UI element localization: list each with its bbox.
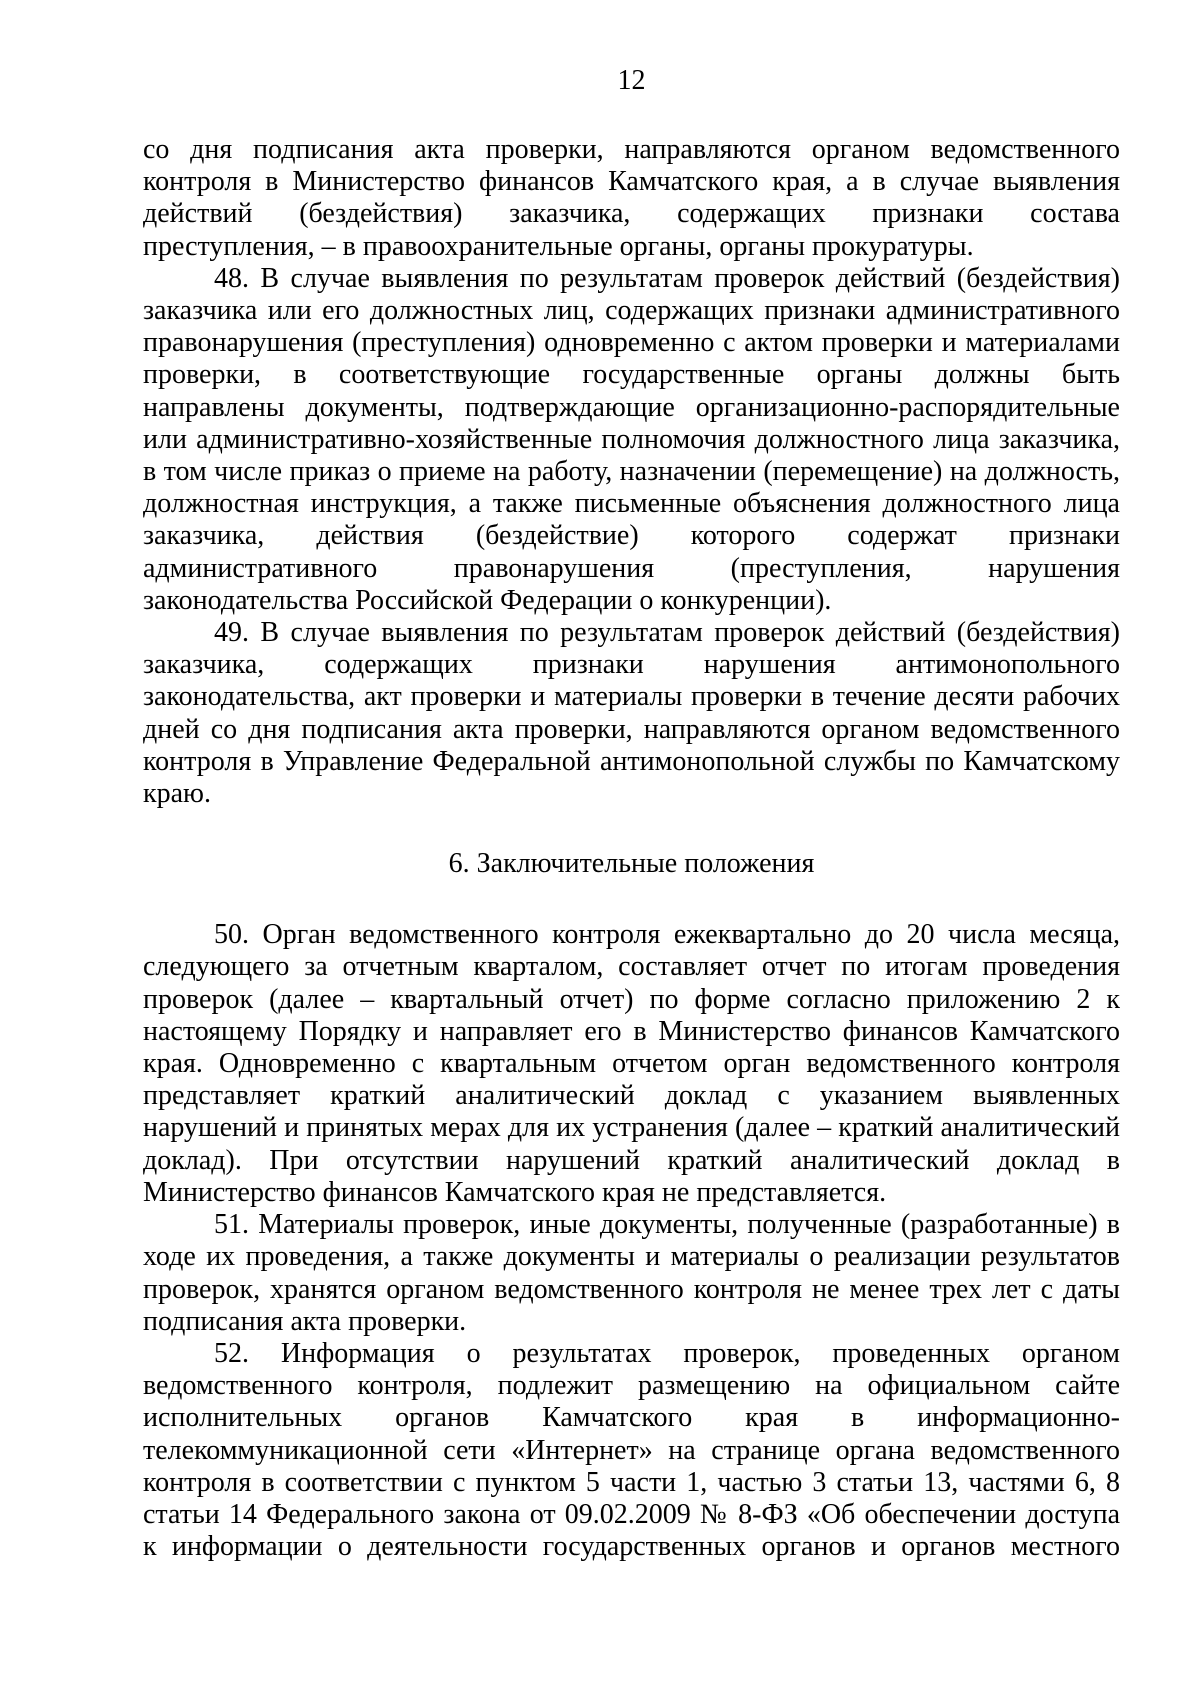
text-line: подписания акта проверки. xyxy=(143,1305,467,1337)
text-line: ведомственного контроля, подлежит размещению на официальном сайте xyxy=(143,1370,1120,1402)
section-title: 6. Заключительные положения xyxy=(448,848,815,880)
text-line: заказчика или его должностных лиц, содержащих признаки административного xyxy=(143,295,1120,327)
text-line: 51. Материалы проверок, иные документы, полученные (разработанные) в xyxy=(214,1209,1120,1241)
text-line: 48. В случае выявления по результатам проверок действий (бездействия) xyxy=(214,262,1120,294)
text-line: 50. Орган ведомственного контроля ежеквартально до 20 числа месяца, xyxy=(214,919,1120,951)
text-line: контроля в Министерство финансов Камчатского края, а в случае выявления xyxy=(143,166,1120,198)
top-paragraphs xyxy=(143,134,1120,810)
text-line: 49. В случае выявления по результатам проверок действий (бездействия) xyxy=(214,617,1120,649)
paragraph-p50 xyxy=(143,919,1120,1209)
text-line: к информации о деятельности государственных органов и органов местного xyxy=(143,1531,1120,1563)
text-line: статьи 14 Федерального закона от 09.02.2009 № 8-ФЗ «Об обеспечении доступа xyxy=(143,1498,1120,1530)
text-line: телекоммуникационной сети «Интернет» на странице органа ведомственного xyxy=(143,1434,1120,1466)
text-line: преступления, – в правоохранительные органы, органы прокуратуры. xyxy=(143,230,974,262)
bottom-paragraphs xyxy=(143,919,1120,1563)
text-line: следующего за отчетным кварталом, составляет отчет по итогам проведения xyxy=(143,951,1120,983)
text-line: дней со дня подписания акта проверки, направляются органом ведомственного xyxy=(143,713,1120,745)
text-line: представляет краткий аналитический доклад с указанием выявленных xyxy=(143,1080,1120,1112)
text-line: законодательства Российской Федерации о конкуренции). xyxy=(143,584,832,616)
text-line: заказчика, содержащих признаки нарушения антимонопольного xyxy=(143,649,1120,681)
paragraph-p49 xyxy=(143,617,1120,810)
text-line: контроля в соответствии с пунктом 5 части 1, частью 3 статьи 13, частями 6, 8 xyxy=(143,1466,1120,1498)
paragraph-cont xyxy=(143,134,1120,263)
paragraph-p51 xyxy=(143,1209,1120,1338)
text-line: нарушений и принятых мерах для их устранения (далее – краткий аналитический xyxy=(143,1112,1120,1144)
page-content xyxy=(143,66,1120,1563)
text-line: контроля в Управление Федеральной антимонопольной службы по Камчатскому xyxy=(143,745,1120,777)
text-line: должностная инструкция, а также письменные объяснения должностного лица xyxy=(143,488,1120,520)
text-line: 52. Информация о результатах проверок, проведенных органом xyxy=(214,1337,1120,1369)
text-line: в том числе приказ о приеме на работу, назначении (перемещение) на должность, xyxy=(143,456,1120,488)
text-line: законодательства, акт проверки и материалы проверки в течение десяти рабочих xyxy=(143,681,1120,713)
text-line: края. Одновременно с квартальным отчетом орган ведомственного контроля xyxy=(143,1048,1120,1080)
text-line: доклад). При отсутствии нарушений краткий аналитический доклад в xyxy=(143,1144,1120,1176)
paragraph-p52 xyxy=(143,1338,1120,1563)
text-line: правонарушения (преступления) одновременно с актом проверки и материалами xyxy=(143,327,1120,359)
paragraph-p48 xyxy=(143,263,1120,617)
text-line: заказчика, действия (бездействие) которого содержат признаки xyxy=(143,520,1120,552)
text-line: краю. xyxy=(143,778,211,810)
text-line: проверок, хранятся органом ведомственного контроля не менее трех лет с даты xyxy=(143,1273,1120,1305)
text-line: направлены документы, подтверждающие организационно-распорядительные xyxy=(143,391,1120,423)
text-line: Министерство финансов Камчатского края не представляется. xyxy=(143,1176,887,1208)
text-line: исполнительных органов Камчатского края в информационно- xyxy=(143,1402,1120,1434)
text-line: административного правонарушения (преступления, нарушения xyxy=(143,552,1120,584)
text-line: ходе их проведения, а также документы и материалы о реализации результатов xyxy=(143,1241,1120,1273)
text-line: настоящему Порядку и направляет его в Министерство финансов Камчатского xyxy=(143,1015,1120,1047)
page-number: 12 xyxy=(617,65,646,96)
text-line: проверки, в соответствующие государственные органы должны быть xyxy=(143,359,1120,391)
text-line: проверок (далее – квартальный отчет) по форме согласно приложению 2 к xyxy=(143,983,1120,1015)
text-line: действий (бездействия) заказчика, содержащих признаки состава xyxy=(143,198,1120,230)
text-line: или административно-хозяйственные полномочия должностного лица заказчика, xyxy=(143,423,1120,455)
text-line: со дня подписания акта проверки, направляются органом ведомственного xyxy=(143,134,1120,165)
